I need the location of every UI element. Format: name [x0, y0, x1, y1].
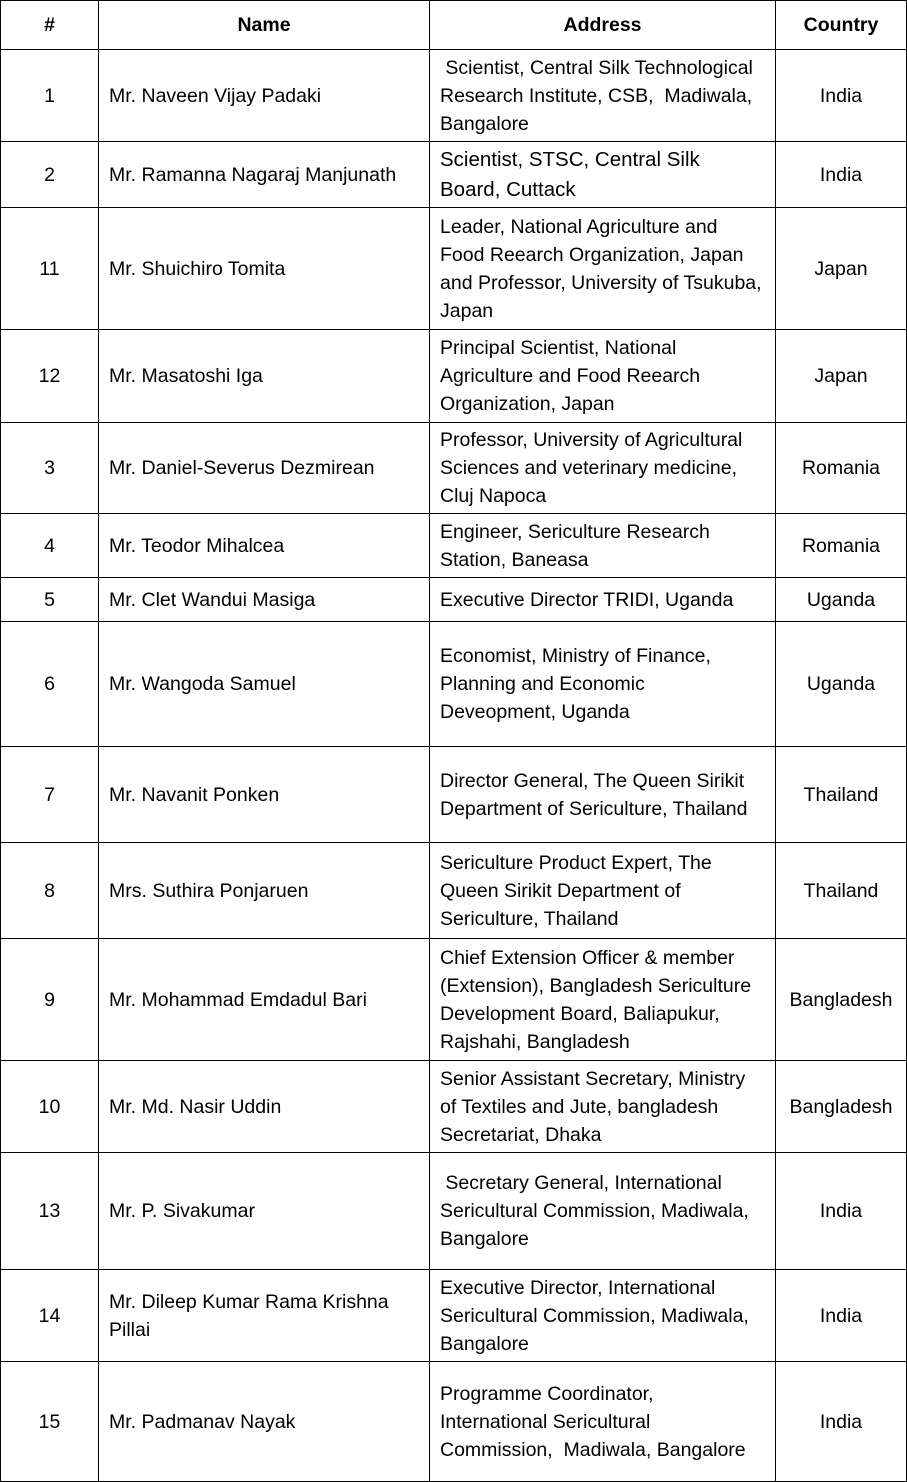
- row-country: India: [776, 50, 907, 142]
- table-row: [1, 142, 907, 208]
- row-name: Mr. Wangoda Samuel: [99, 622, 430, 747]
- row-name: Mr. Teodor Mihalcea: [99, 514, 430, 578]
- row-country: India: [776, 1153, 907, 1270]
- row-address: Economist, Ministry of Finance, Planning and Economic Deveopment, Uganda: [430, 622, 776, 747]
- row-address: Senior Assistant Secretary, Ministry of Textiles and Jute, bangladesh Secretariat, Dhaka: [430, 1061, 776, 1153]
- header-number: #: [1, 1, 99, 50]
- table-row: [1, 514, 907, 578]
- row-country: India: [776, 142, 907, 208]
- row-address: Principal Scientist, National Agriculture and Food Reearch Organization, Japan: [430, 330, 776, 423]
- table-row: [1, 1362, 907, 1482]
- row-number: 6: [1, 622, 99, 747]
- table-row: [1, 1153, 907, 1270]
- row-country: Bangladesh: [776, 1061, 907, 1153]
- row-country: Bangladesh: [776, 939, 907, 1061]
- row-name: Mr. Padmanav Nayak: [99, 1362, 430, 1482]
- row-number: 10: [1, 1061, 99, 1153]
- row-number: 8: [1, 843, 99, 939]
- table-row: [1, 747, 907, 843]
- row-address: Sericulture Product Expert, The Queen Sirikit Department of Sericulture, Thailand: [430, 843, 776, 939]
- row-address: Engineer, Sericulture Research Station, Baneasa: [430, 514, 776, 578]
- row-country: Uganda: [776, 622, 907, 747]
- table-row: [1, 1061, 907, 1153]
- row-name: Mr. Clet Wandui Masiga: [99, 578, 430, 622]
- row-number: 9: [1, 939, 99, 1061]
- table-row: [1, 939, 907, 1061]
- row-name: Mr. Naveen Vijay Padaki: [99, 50, 430, 142]
- row-address: Leader, National Agriculture and Food Reearch Organization, Japan and Professor, University of Tsukuba, Japan: [430, 208, 776, 330]
- table-header-row: [1, 1, 907, 50]
- table-row: [1, 843, 907, 939]
- row-number: 5: [1, 578, 99, 622]
- row-name: Mr. Md. Nasir Uddin: [99, 1061, 430, 1153]
- row-address: Programme Coordinator, International Sericultural Commission, Madiwala, Bangalore: [430, 1362, 776, 1482]
- table-row: [1, 1270, 907, 1362]
- row-number: 2: [1, 142, 99, 208]
- row-number: 3: [1, 423, 99, 514]
- row-name: Mr. Mohammad Emdadul Bari: [99, 939, 430, 1061]
- row-country: Romania: [776, 423, 907, 514]
- row-name: Mr. Shuichiro Tomita: [99, 208, 430, 330]
- row-address: Chief Extension Officer & member (Extension), Bangladesh Sericulture Development Board, Baliapukur, Rajshahi, Bangladesh: [430, 939, 776, 1061]
- table-row: [1, 423, 907, 514]
- table-row: [1, 50, 907, 142]
- row-address: Secretary General, International Sericultural Commission, Madiwala, Bangalore: [430, 1153, 776, 1270]
- table-row: [1, 330, 907, 423]
- row-name: Mr. Masatoshi Iga: [99, 330, 430, 423]
- row-country: Romania: [776, 514, 907, 578]
- row-name: Mr. Navanit Ponken: [99, 747, 430, 843]
- row-name: Mr. Ramanna Nagaraj Manjunath: [99, 142, 430, 208]
- row-country: India: [776, 1270, 907, 1362]
- row-country: Uganda: [776, 578, 907, 622]
- row-country: Japan: [776, 330, 907, 423]
- row-address: Professor, University of Agricultural Sciences and veterinary medicine, Cluj Napoca: [430, 423, 776, 514]
- row-address: Executive Director, International Sericultural Commission, Madiwala, Bangalore: [430, 1270, 776, 1362]
- row-address: Scientist, STSC, Central Silk Board, Cuttack: [430, 142, 776, 208]
- row-number: 15: [1, 1362, 99, 1482]
- row-number: 1: [1, 50, 99, 142]
- row-number: 13: [1, 1153, 99, 1270]
- row-name: Mrs. Suthira Ponjaruen: [99, 843, 430, 939]
- row-address: Scientist, Central Silk Technological Research Institute, CSB, Madiwala, Bangalore: [430, 50, 776, 142]
- row-name: Mr. Dileep Kumar Rama Krishna Pillai: [99, 1270, 430, 1362]
- row-country: Thailand: [776, 843, 907, 939]
- header-name: Name: [99, 1, 430, 50]
- table-row: [1, 622, 907, 747]
- header-country: Country: [776, 1, 907, 50]
- table-row: [1, 208, 907, 330]
- row-name: Mr. Daniel-Severus Dezmirean: [99, 423, 430, 514]
- row-country: Thailand: [776, 747, 907, 843]
- row-address: Executive Director TRIDI, Uganda: [430, 578, 776, 622]
- row-number: 12: [1, 330, 99, 423]
- row-country: India: [776, 1362, 907, 1482]
- row-number: 11: [1, 208, 99, 330]
- row-country: Japan: [776, 208, 907, 330]
- row-address: Director General, The Queen Sirikit Department of Sericulture, Thailand: [430, 747, 776, 843]
- table-row: [1, 578, 907, 622]
- row-number: 7: [1, 747, 99, 843]
- header-address: Address: [430, 1, 776, 50]
- row-name: Mr. P. Sivakumar: [99, 1153, 430, 1270]
- row-number: 4: [1, 514, 99, 578]
- row-number: 14: [1, 1270, 99, 1362]
